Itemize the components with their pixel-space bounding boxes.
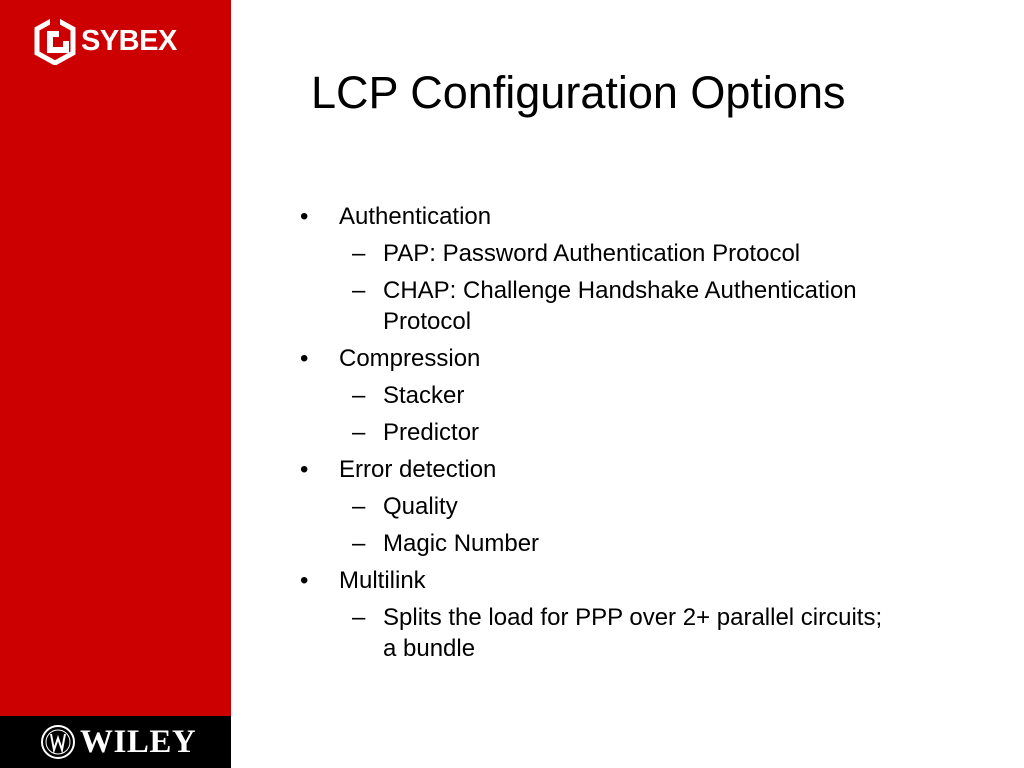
bullet-text: Multilink [339,567,426,594]
sub-bullet-item [339,602,883,664]
sub-bullet-item [339,491,883,522]
sub-bullet-marker: – [352,493,366,520]
sub-bullet-item [339,238,883,269]
sybex-logo-text: SYBEX [81,24,177,57]
sub-bullet-text: Magic Number [383,530,540,557]
sub-bullet-marker: – [352,419,366,446]
sidebar [0,0,231,768]
sub-bullet-list [339,491,900,559]
bullet-text: Error detection [339,456,497,483]
bullet-list [300,201,900,670]
sub-bullet-text: Stacker [383,382,465,409]
sub-bullet-marker: – [352,530,366,557]
bullet-item [300,201,900,337]
wiley-logo-icon [40,724,76,760]
sybex-logo [33,17,177,65]
slide-title: LCP Configuration Options [311,67,846,118]
bullet-marker: • [300,345,309,372]
sub-bullet-text: CHAP: Challenge Handshake Authentication Protocol [383,277,857,335]
wiley-logo [40,722,196,762]
sub-bullet-text: Splits the load for PPP over 2+ parallel circuits; a bundle [383,604,883,662]
sub-bullet-marker: – [352,382,366,409]
sybex-logo-icon [33,17,77,65]
bullet-item [300,454,900,559]
bullet-text: Authentication [339,203,492,230]
bullet-item [300,565,900,664]
bullet-marker: • [300,567,309,594]
bullet-marker: • [300,456,309,483]
sub-bullet-text: PAP: Password Authentication Protocol [383,240,801,267]
sub-bullet-marker: – [352,604,366,631]
sub-bullet-text: Predictor [383,419,480,446]
sub-bullet-list [339,380,900,448]
sub-bullet-marker: – [352,240,366,267]
sub-bullet-item [339,380,883,411]
wiley-logo-text: WILEY [80,723,197,760]
sub-bullet-item [339,417,883,448]
bullet-marker: • [300,203,309,230]
sub-bullet-marker: – [352,277,366,304]
bullet-item [300,343,900,448]
bullet-text: Compression [339,345,481,372]
sub-bullet-item [339,528,883,559]
sub-bullet-list [339,238,900,337]
sub-bullet-text: Quality [383,493,458,520]
sub-bullet-list [339,602,900,664]
sub-bullet-item [339,275,883,337]
